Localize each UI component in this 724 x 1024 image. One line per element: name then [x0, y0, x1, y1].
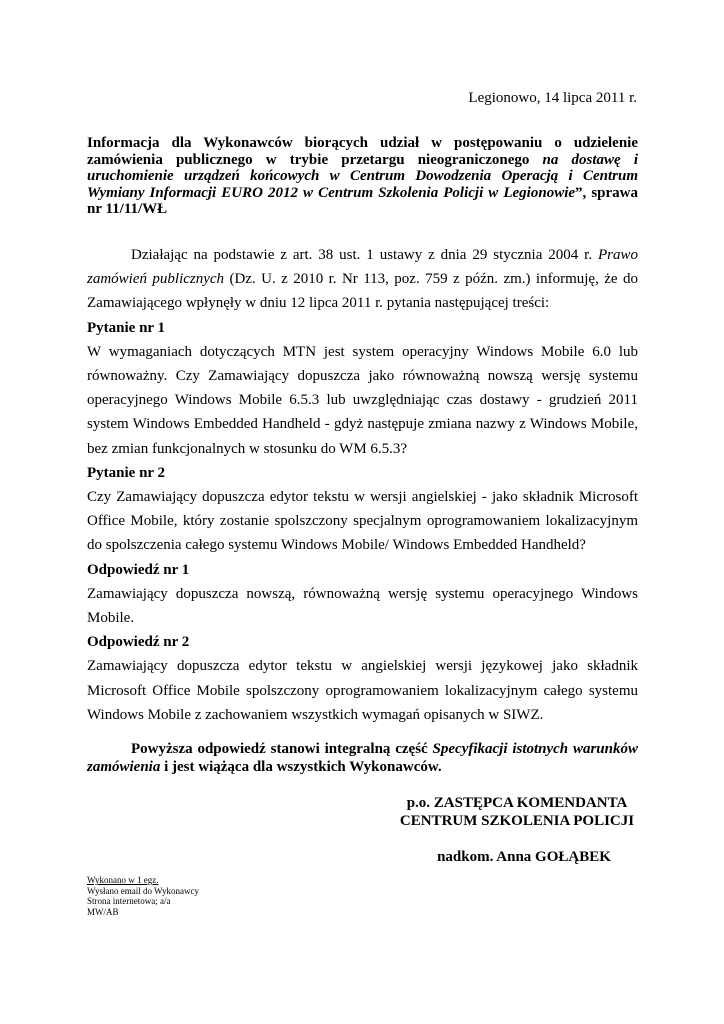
intro-text: Działając na podstawie z art. 38 ust. 1 ustawy z dnia 29 stycznia 2004 r.: [131, 247, 598, 263]
closing-text-cont: i jest wiążąca dla wszystkich Wykonawców.: [160, 759, 442, 775]
heading-text: Informacja dla Wykonawców biorących udział w postępowaniu o udzielenie zamówienia publicznego w trybie przetargu nieograniczonego: [87, 135, 638, 168]
signature-block: [392, 794, 642, 866]
answer-2-text: Zamawiający dopuszcza edytor tekstu w angielskiej wersji językowej jako składnik Microsoft Office Mobile spolszczony oprogramowaniem lokalizacyjnym całego systemu Windows Mobile z zachowaniem wszystkich wymagań opisanych w SIWZ.: [87, 658, 638, 723]
answer-1-label: Odpowiedź nr 1: [87, 561, 190, 578]
question-2-text: Czy Zamawiający dopuszcza edytor tekstu w wersji angielskiej - jako składnik Microsoft Office Mobile, który zostanie spolszczony specjalnym oprogramowaniem lokalizacyjnym do spolszczenia całego systemu Windows Mobile/ Windows Embedded Handheld?: [87, 489, 638, 554]
signature-title-line-2: CENTRUM SZKOLENIA POLICJI: [399, 813, 635, 829]
signature-title-line-1: p.o. ZASTĘPCA KOMENDANTA: [406, 795, 628, 811]
document-body: [87, 243, 638, 727]
answer-2-label: Odpowiedź nr 2: [87, 634, 190, 651]
signature-name: nadkom. Anna GOŁĄBEK: [437, 849, 611, 865]
footer-sent-email: Wysłano email do Wykonawcy: [87, 885, 199, 896]
document-heading: [87, 135, 638, 218]
question-2-label: Pytanie nr 2: [87, 464, 166, 481]
heading-italic-subject: na dostawę i uruchomienie urządzeń końcowych w Centrum Dowodzenia Operacją i Centrum Wymiany Informacji EURO 2012 w Centrum Szkolenia Policji w Legionowie: [87, 151, 638, 201]
footer-website: Strona internetowa; a/a: [87, 896, 171, 906]
closing-text: Powyższa odpowiedź stanowi integralną część: [131, 741, 433, 757]
date-line: Legionowo, 14 lipca 2011 r.: [468, 90, 637, 106]
closing-statement: [87, 740, 638, 776]
question-1-label: Pytanie nr 1: [87, 319, 166, 336]
footer-initials: MW/AB: [87, 906, 119, 917]
question-1-text: W wymaganiach dotyczących MTN jest system operacyjny Windows Mobile 6.0 lub równoważny. Czy Zamawiający dopuszcza jako równoważną nowszą wersję systemu operacyjnego Windows Mobile 6.5.3 lub uwzględniając czas dostawy - grudzień 2011 system Windows Embedded Handheld - gdyż następuje zmiana nazwy z Windows Mobile, bez zmian funkcjonalnych w stosunku do WM 6.5.3?: [87, 343, 638, 457]
intro-text-cont: (Dz. U. z 2010 r. Nr 113, poz. 759 z późn. zm.) informuję, że do Zamawiającego wpłynęły w dniu 12 lipca 2011 r. pytania następującej treści:: [87, 271, 638, 312]
heading-case-number: ”, sprawa nr 11/11/WŁ: [87, 184, 639, 217]
closing-spec-title: Specyfikacji istotnych warunków zamówienia: [87, 741, 638, 775]
intro-law-title: Prawo zamówień publicznych: [87, 247, 638, 288]
answer-1-text: Zamawiający dopuszcza nowszą, równoważną wersję systemu operacyjnego Windows Mobile.: [87, 585, 638, 627]
footer-copies: Wykonano w 1 egz.: [87, 875, 159, 885]
footer-notes: [87, 875, 199, 917]
intro-paragraph: [87, 243, 638, 316]
